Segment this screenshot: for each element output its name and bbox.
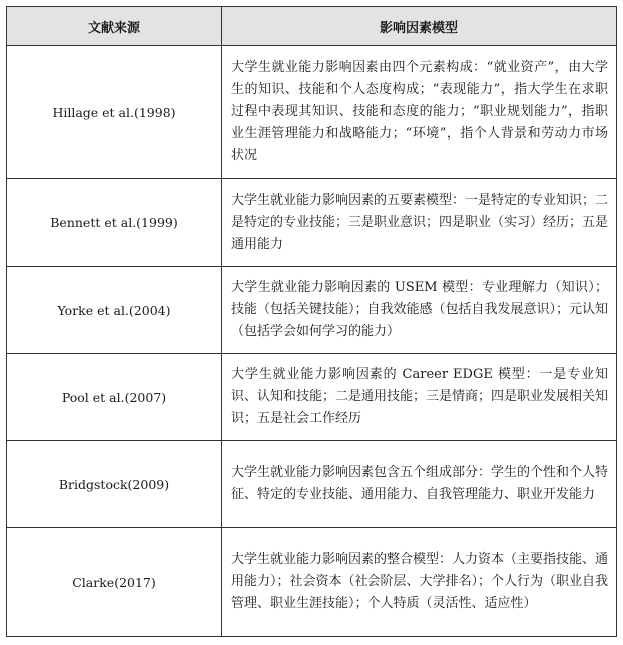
model-cell: 大学生就业能力影响因素的 USEM 模型：专业理解力（知识）；技能（包括关键技能）；自我效能感（包括自我发展意识）；元认知（包括学会如何学习的能力） bbox=[222, 267, 617, 354]
table-row bbox=[7, 528, 617, 637]
header-model: 影响因素模型 bbox=[222, 7, 617, 46]
header-source: 文献来源 bbox=[7, 7, 222, 46]
model-cell: 大学生就业能力影响因素的 Career EDGE 模型：一是专业知识、认知和技能；二是通用技能；三是情商；四是职业发展相关知识；五是社会工作经历 bbox=[222, 354, 617, 441]
table-body bbox=[7, 46, 617, 637]
source-cell: Clarke(2017) bbox=[7, 528, 222, 637]
employability-factors-table-container bbox=[6, 6, 616, 635]
source-cell: Bennett et al.(1999) bbox=[7, 179, 222, 267]
source-cell: Hillage et al.(1998) bbox=[7, 46, 222, 179]
source-cell: Yorke et al.(2004) bbox=[7, 267, 222, 354]
model-cell: 大学生就业能力影响因素的五要素模型：一是特定的专业知识；二是特定的专业技能；三是职业意识；四是职业（实习）经历；五是通用能力 bbox=[222, 179, 617, 267]
model-cell: 大学生就业能力影响因素包含五个组成部分：学生的个性和个人特征、特定的专业技能、通用能力、自我管理能力、职业开发能力 bbox=[222, 441, 617, 528]
table-row bbox=[7, 267, 617, 354]
table-row bbox=[7, 179, 617, 267]
source-cell: Bridgstock(2009) bbox=[7, 441, 222, 528]
table-row bbox=[7, 441, 617, 528]
model-cell: 大学生就业能力影响因素的整合模型：人力资本（主要指技能、通用能力）；社会资本（社会阶层、大学排名）；个人行为（职业自我管理、职业生涯技能）；个人特质（灵活性、适应性） bbox=[222, 528, 617, 637]
source-cell: Pool et al.(2007) bbox=[7, 354, 222, 441]
employability-factors-table bbox=[6, 6, 617, 637]
table-header bbox=[7, 7, 617, 46]
model-cell: 大学生就业能力影响因素由四个元素构成：“就业资产”，由大学生的知识、技能和个人态度构成；“表现能力”，指大学生在求职过程中表现其知识、技能和态度的能力；“职业规划能力”，指职业生涯管理能力和战略能力；“环境”，指个人背景和劳动力市场状况 bbox=[222, 46, 617, 179]
header-row bbox=[7, 7, 617, 46]
table-row bbox=[7, 46, 617, 179]
table-row bbox=[7, 354, 617, 441]
